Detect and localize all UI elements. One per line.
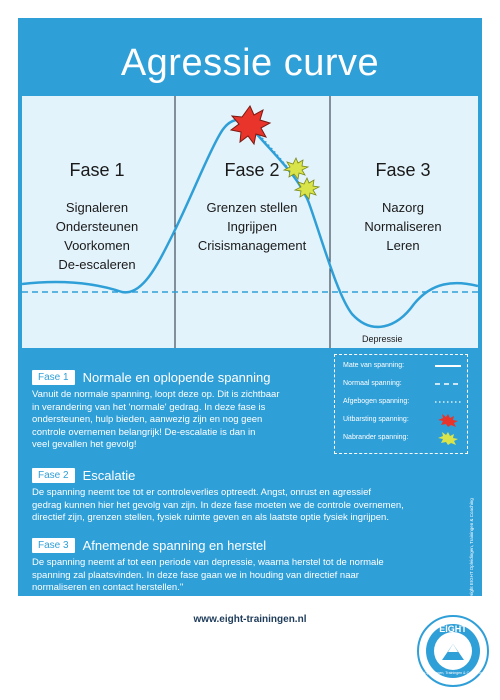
section-phase-2 <box>32 468 472 525</box>
body-line: De spanning neemt af tot een periode van depressie, waarna herstel tot de normale <box>32 557 384 568</box>
phase-items <box>177 198 327 255</box>
phase-item: De-escaleren <box>58 257 136 272</box>
phase-title: Fase 2 <box>224 160 280 180</box>
phase-item: Signaleren <box>65 200 129 215</box>
legend-label: Uitbarsting spanning: <box>343 416 409 423</box>
legend-label: Normaal spanning: <box>343 380 402 387</box>
phase-item: Leren <box>386 238 420 253</box>
copyright-vertical <box>465 493 475 613</box>
body-line: spanning zal plaatsvinden. In deze fase gaan we in houding van directief naar <box>32 569 359 581</box>
phase-title: Fase 3 <box>375 160 431 180</box>
solid-line-icon <box>433 361 463 371</box>
depression-label: Depressie <box>362 334 403 344</box>
phase-item: Crisismanagement <box>197 238 307 253</box>
section-phase-3 <box>32 538 472 595</box>
legend-item <box>343 379 465 391</box>
eight-logo <box>416 614 490 688</box>
copyright-text: ©copyright EIGHT Opleidingen, Trainingen & Coaching <box>469 498 474 608</box>
phase-item: Ondersteunen <box>55 219 139 234</box>
outburst-burst-icon <box>231 106 270 144</box>
body-line: in verandering van het 'normale' gedrag. In deze fase is <box>32 401 266 413</box>
legend-item <box>343 433 465 445</box>
phase-item: Nazorg <box>382 200 424 215</box>
phase-item: Voorkomen <box>64 238 130 253</box>
phase-item: Ingrijpen <box>227 219 277 234</box>
legend-label: Afgebogen spanning: <box>343 398 410 405</box>
phase-items <box>22 198 172 274</box>
logo-wordmark: EIGHT <box>439 624 467 634</box>
body-line: ondersteunen, hulp bieden, aanwezig zijn en nog geen <box>32 414 263 425</box>
legend-label: Mate van spanning: <box>343 362 405 369</box>
phase-tag: Fase 2 <box>32 468 75 483</box>
poster <box>18 18 482 608</box>
legend <box>334 354 468 454</box>
page-title: Agressie curve <box>120 42 380 84</box>
section-title: Afnemende spanning en herstel <box>82 538 267 553</box>
logo-tagline: Opleidingen, Trainingen & Coaching <box>424 671 482 675</box>
body-line: veel gevallen het gevolg! <box>32 439 137 450</box>
phase-item: Normaliseren <box>364 219 442 234</box>
body-line: normaliseren en contact herstellen." <box>32 582 184 593</box>
body-line: Vanuit de normale spanning, loopt deze op. Dit is zichtbaar <box>32 389 280 400</box>
section-body <box>32 557 472 595</box>
legend-item <box>343 397 465 409</box>
section-title: Escalatie <box>82 468 136 483</box>
website-link[interactable]: www.eight-trainingen.nl <box>193 614 307 625</box>
phase-item: Grenzen stellen <box>206 200 298 215</box>
section-body <box>32 487 472 525</box>
yellow-burst-icon <box>433 431 463 445</box>
dashed-line-icon <box>433 379 463 389</box>
dotted-line-icon <box>433 397 463 407</box>
section-title: Normale en oplopende spanning <box>82 370 271 385</box>
body-line: gedrag kunnen hier het gevolg van zijn. In deze fase moeten we de controle overnemen, <box>32 499 404 511</box>
phase-items <box>328 198 478 255</box>
aggression-curve-chart <box>22 96 478 348</box>
afterburn-burst-icon <box>295 178 319 199</box>
legend-label: Nabrander spanning: <box>343 434 409 441</box>
phase-tag: Fase 1 <box>32 370 75 385</box>
legend-item <box>343 415 465 427</box>
red-burst-icon <box>433 413 463 427</box>
body-line: De spanning neemt toe tot er controleverlies optreedt. Angst, onrust en agressief <box>32 487 372 498</box>
body-line: directief zijn, grenzen stellen, fysiek ruimte geven en als laatste optie fysiek ingrijpen. <box>32 512 389 523</box>
body-line: controle overnemen belangrijk! De-escalatie is dan in <box>32 426 256 438</box>
legend-item <box>343 361 465 373</box>
phase-tag: Fase 3 <box>32 538 75 553</box>
phase-title: Fase 1 <box>69 160 125 180</box>
